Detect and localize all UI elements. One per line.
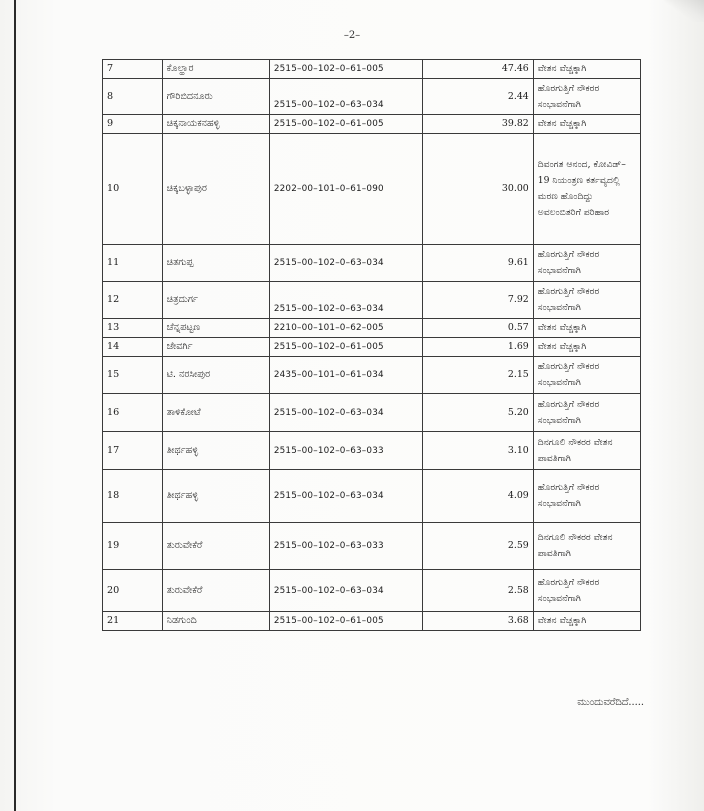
table-row — [103, 523, 641, 570]
purpose-cell: ವೇತನ ವೆಚ್ಚಕ್ಕಾಗಿ — [533, 338, 640, 357]
account-head-cell: 2515–00–102–0–63–034 — [269, 79, 422, 115]
serial-number-cell: 10 — [103, 134, 163, 245]
serial-number-cell: 16 — [103, 394, 163, 432]
account-head-cell: 2515–00–102–0–61–005 — [269, 115, 422, 134]
grant-table — [102, 59, 641, 631]
table-row — [103, 115, 641, 134]
account-head-cell: 2515–00–102–0–61–005 — [269, 338, 422, 357]
office-name-cell: ಜೇವರ್ಗಿ — [162, 338, 269, 357]
amount-cell: 1.69 — [422, 338, 533, 357]
table-row — [103, 357, 641, 394]
purpose-cell: ವೇತನ ವೆಚ್ಚಕ್ಕಾಗಿ — [533, 115, 640, 134]
page-number: –2– — [343, 30, 361, 41]
office-name-cell: ತೀರ್ಥಹಳ್ಳಿ — [162, 432, 269, 470]
purpose-cell: ವೇತನ ವೆಚ್ಚಕ್ಕಾಗಿ — [533, 612, 640, 631]
serial-number-cell: 12 — [103, 282, 163, 319]
serial-number-cell: 13 — [103, 319, 163, 338]
office-name-cell: ತೀರ್ಥಹಳ್ಳಿ — [162, 470, 269, 523]
serial-number-cell: 11 — [103, 245, 163, 282]
table-row — [103, 570, 641, 612]
purpose-cell: ಹೊರಗುತ್ತಿಗೆ ನೌಕರರ ಸಂಭಾವನೆಗಾಗಿ — [533, 282, 640, 319]
amount-cell: 47.46 — [422, 60, 533, 79]
serial-number-cell: 7 — [103, 60, 163, 79]
amount-cell: 2.15 — [422, 357, 533, 394]
serial-number-cell: 14 — [103, 338, 163, 357]
account-head-cell: 2515–00–102–0–63–034 — [269, 470, 422, 523]
office-name-cell: ತಾಳಿಕೋಟೆ — [162, 394, 269, 432]
amount-cell: 30.00 — [422, 134, 533, 245]
account-head-cell: 2515–00–102–0–63–034 — [269, 245, 422, 282]
purpose-cell: ಹೊರಗುತ್ತಿಗೆ ನೌಕರರ ಸಂಭಾವನೆಗಾಗಿ — [533, 357, 640, 394]
account-head-cell: 2515–00–102–0–63–034 — [269, 394, 422, 432]
account-head-cell: 2515–00–102–0–63–034 — [269, 570, 422, 612]
account-head-cell: 2435–00–101–0–61–034 — [269, 357, 422, 394]
purpose-cell: ದಿನಗೂಲಿ ನೌಕರರ ವೇತನ ಪಾವತಿಗಾಗಿ — [533, 432, 640, 470]
purpose-cell: ವೇತನ ವೆಚ್ಚಕ್ಕಾಗಿ — [533, 60, 640, 79]
amount-cell: 9.61 — [422, 245, 533, 282]
amount-cell: 2.58 — [422, 570, 533, 612]
serial-number-cell: 18 — [103, 470, 163, 523]
office-name-cell: ಗೌರಿಬಿದನೂರು — [162, 79, 269, 115]
table-row — [103, 79, 641, 115]
serial-number-cell: 8 — [103, 79, 163, 115]
office-name-cell: ನಿಡಗುಂದಿ — [162, 612, 269, 631]
table-row — [103, 432, 641, 470]
account-head-cell: 2202–00–101–0–61–090 — [269, 134, 422, 245]
purpose-cell: ಹೊರಗುತ್ತಿಗೆ ನೌಕರರ ಸಂಭಾವನೆಗಾಗಿ — [533, 79, 640, 115]
purpose-cell: ಹೊರಗುತ್ತಿಗೆ ನೌಕರರ ಸಂಭಾವನೆಗಾಗಿ — [533, 394, 640, 432]
table-row — [103, 338, 641, 357]
office-name-cell: ಚೆನ್ನಪಟ್ಟಣ — [162, 319, 269, 338]
amount-cell: 2.59 — [422, 523, 533, 570]
amount-cell: 3.68 — [422, 612, 533, 631]
office-name-cell: ಕೊಲ್ಹಾರ — [162, 60, 269, 79]
office-name-cell: ಟಿ. ನರಸೀಪುರ — [162, 357, 269, 394]
amount-cell: 2.44 — [422, 79, 533, 115]
account-head-cell: 2515–00–102–0–61–005 — [269, 60, 422, 79]
account-head-cell: 2515–00–102–0–61–005 — [269, 612, 422, 631]
account-head-cell: 2515–00–102–0–63–033 — [269, 523, 422, 570]
account-head-cell: 2515–00–102–0–63–033 — [269, 432, 422, 470]
table-row — [103, 134, 641, 245]
purpose-cell: ದಿನಗೂಲಿ ನೌಕರರ ವೇತನ ಪಾವತಿಗಾಗಿ — [533, 523, 640, 570]
table-row — [103, 394, 641, 432]
office-name-cell: ಚಿತ್ರದುರ್ಗ — [162, 282, 269, 319]
table-row — [103, 245, 641, 282]
serial-number-cell: 17 — [103, 432, 163, 470]
purpose-cell: ಹೊರಗುತ್ತಿಗೆ ನೌಕರರ ಸಂಭಾವನೆಗಾಗಿ — [533, 570, 640, 612]
purpose-cell: ವೇತನ ವೆಚ್ಚಕ್ಕಾಗಿ — [533, 319, 640, 338]
office-name-cell: ಚಿಕ್ಕನಾಯಕನಹಳ್ಳಿ — [162, 115, 269, 134]
table-row — [103, 282, 641, 319]
amount-cell: 3.10 — [422, 432, 533, 470]
purpose-cell: ಹೊರಗುತ್ತಿಗೆ ನೌಕರರ ಸಂಭಾವನೆಗಾಗಿ — [533, 470, 640, 523]
office-name-cell: ಚಿತಗುಪ್ಪ — [162, 245, 269, 282]
amount-cell: 0.57 — [422, 319, 533, 338]
office-name-cell: ಚಿಕ್ಕಬಳ್ಳಾಪುರ — [162, 134, 269, 245]
purpose-cell: ಹೊರಗುತ್ತಿಗೆ ನೌಕರರ ಸಂಭಾವನೆಗಾಗಿ — [533, 245, 640, 282]
page-corner-fold — [664, 0, 704, 22]
amount-cell: 7.92 — [422, 282, 533, 319]
serial-number-cell: 19 — [103, 523, 163, 570]
office-name-cell: ತುರುವೇಕೆರೆ — [162, 570, 269, 612]
amount-cell: 4.09 — [422, 470, 533, 523]
amount-cell: 5.20 — [422, 394, 533, 432]
serial-number-cell: 21 — [103, 612, 163, 631]
table-row — [103, 60, 641, 79]
purpose-cell: ದಿವಂಗತ ಆನಂದ, ಕೋವಿಡ್–19 ನಿಯಂತ್ರಣ ಕರ್ತವ್ಯದಲ್ಲಿ ಮರಣ ಹೊಂದಿದ್ದು ಅವಲಂಬಿತರಿಗೆ ಪರಿಹಾರ — [533, 134, 640, 245]
account-head-cell: 2210–00–101–0–62–005 — [269, 319, 422, 338]
serial-number-cell: 15 — [103, 357, 163, 394]
table-row — [103, 319, 641, 338]
amount-cell: 39.82 — [422, 115, 533, 134]
account-head-cell: 2515–00–102–0–63–034 — [269, 282, 422, 319]
table-row — [103, 470, 641, 523]
office-name-cell: ತುರುವೇಕೆರೆ — [162, 523, 269, 570]
page-left-edge — [14, 0, 16, 811]
serial-number-cell: 20 — [103, 570, 163, 612]
serial-number-cell: 9 — [103, 115, 163, 134]
continued-note: ಮುಂದುವರೆದಿದೆ..... — [577, 697, 644, 708]
table-row — [103, 612, 641, 631]
